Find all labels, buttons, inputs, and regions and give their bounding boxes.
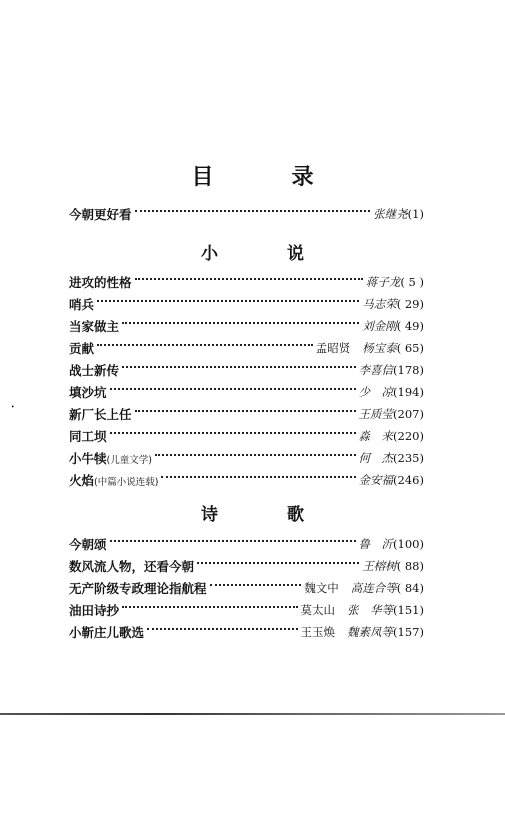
entry-author: 少 凉 (358, 385, 394, 399)
entry-coauthor: 莫太山 (300, 603, 336, 617)
leader-dots (147, 628, 298, 630)
entry-page: (100) (393, 537, 424, 551)
leader-dots (135, 278, 363, 280)
leader-dots (122, 322, 359, 324)
entry-author: 何 杰 (358, 451, 394, 465)
leader-dots (135, 410, 356, 412)
entry-title: 数风流人物，还看今朝 (69, 559, 195, 574)
entry-author: 张继尧 (373, 207, 408, 221)
entry-note: (中篇小说连载) (94, 477, 159, 488)
section-heading-poetry: 诗 歌 (201, 505, 330, 525)
entry-page: ( 84) (396, 581, 424, 595)
entry-title: 进攻的性格 (69, 275, 132, 290)
toc-entry (69, 316, 424, 336)
entry-title: 填沙坑 (69, 385, 107, 400)
entry-title: 小靳庄儿歌选 (69, 625, 145, 640)
entry-author: 魏素凤等 (347, 625, 394, 639)
entry-author: 鲁 沂 (358, 537, 394, 551)
entry-author: 淼 来 (358, 429, 394, 443)
leader-dots (135, 210, 371, 212)
entry-title: 新厂长上任 (69, 407, 132, 422)
toc-entry (69, 360, 424, 380)
page-title: 目 录 (191, 164, 342, 190)
entry-title: 火焰(中篇小说连载) (69, 473, 159, 488)
entry-author: 高连合等 (350, 581, 397, 595)
entry-page: ( 88) (396, 559, 424, 573)
entry-note: (儿童文学) (106, 455, 152, 466)
toc-entry (69, 382, 424, 402)
leader-dots (97, 344, 313, 346)
entry-coauthor: 魏文中 (304, 581, 339, 595)
toc-entry (69, 622, 424, 642)
entry-page: (157) (393, 625, 424, 639)
entry-page: ( 5 ) (400, 275, 424, 289)
entry-page: (220) (393, 429, 424, 443)
entry-author: 张 华等 (347, 603, 394, 617)
toc-entry (69, 272, 424, 292)
entry-coauthor: 王玉焕 (300, 625, 336, 639)
toc-entry (69, 556, 424, 576)
entry-author: 李喜信 (358, 363, 394, 377)
toc-entry (69, 426, 424, 446)
leader-dots (210, 584, 302, 586)
section-heading-fiction: 小 说 (201, 244, 330, 264)
entry-author: 杨宝泰 (362, 341, 397, 355)
entry-title: 今朝颂 (69, 537, 107, 552)
entry-page: (178) (393, 363, 424, 377)
entry-title: 油田诗抄 (69, 603, 120, 618)
entry-page: (246) (393, 473, 424, 487)
entry-page: (1) (407, 207, 424, 221)
entry-title: 战士新传 (69, 363, 120, 378)
entry-title: 当家做主 (69, 319, 120, 334)
leader-dots (110, 432, 356, 434)
entry-author: 刘金刚 (362, 319, 397, 333)
toc-entry (69, 578, 424, 598)
toc-entry (69, 294, 424, 314)
entry-page: (194) (393, 385, 424, 399)
entry-page: ( 65) (396, 341, 424, 355)
entry-coauthor: 孟昭贤 (315, 341, 351, 355)
entry-page: (207) (393, 407, 424, 421)
entry-page: (235) (393, 451, 424, 465)
scan-speck: • (11, 404, 15, 411)
entry-author: 蒋子龙 (365, 275, 401, 289)
leader-dots (110, 388, 356, 390)
leader-dots (122, 606, 298, 608)
toc-entry (69, 534, 424, 554)
entry-title: 小牛犊(儿童文学) (69, 451, 152, 466)
entry-author: 金安福 (358, 473, 394, 487)
leader-dots (161, 476, 355, 478)
entry-page: (151) (393, 603, 424, 617)
entry-title: 同工坝 (69, 429, 107, 444)
leader-dots (155, 454, 356, 456)
entry-page: ( 49) (396, 319, 424, 333)
entry-title: 今朝更好看 (69, 207, 132, 222)
page-bottom-rule (0, 713, 505, 715)
leader-dots (97, 300, 359, 302)
entry-author: 王榕树 (362, 559, 397, 573)
entry-page: ( 29) (396, 297, 424, 311)
entry-title: 哨兵 (69, 297, 95, 312)
toc-entry (69, 404, 424, 424)
entry-title: 贡献 (69, 341, 95, 356)
leader-dots (110, 540, 356, 542)
toc-entry (69, 470, 424, 490)
entry-title: 无产阶级专政理论指航程 (69, 581, 207, 596)
entry-author: 王质莹 (358, 407, 394, 421)
toc-entry (69, 600, 424, 620)
leader-dots (122, 366, 356, 368)
entry-author: 马志荣 (362, 297, 397, 311)
toc-entry-preface (69, 204, 424, 224)
leader-dots (197, 562, 359, 564)
toc-entry (69, 338, 424, 358)
toc-entry (69, 448, 424, 468)
